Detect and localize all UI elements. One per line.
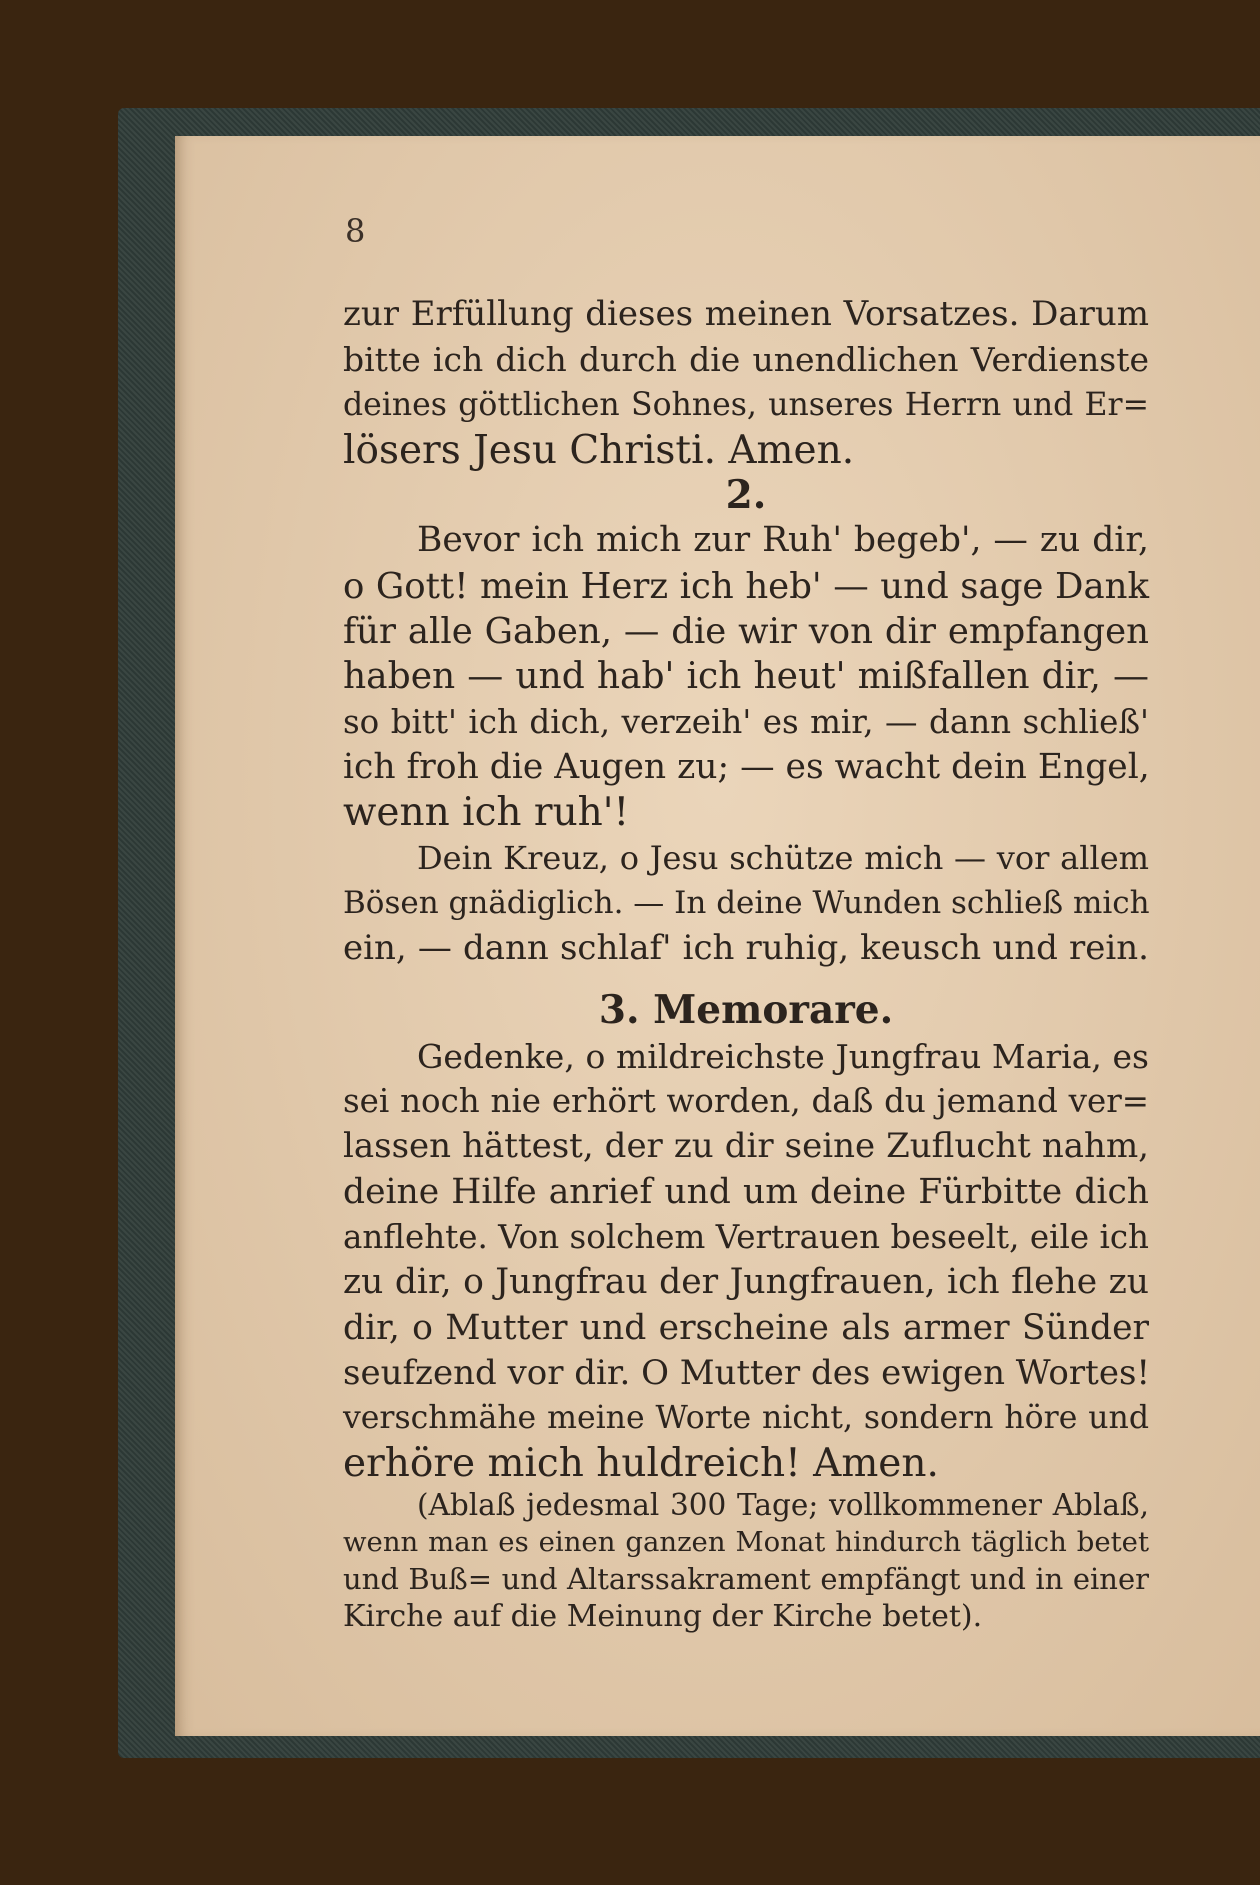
prayer-continuation	[343, 292, 1149, 473]
text-line: o Gott! mein Herz ich heb' — und sage Dank	[343, 565, 1149, 607]
text-line: Bösen gnädiglich. — In deine Wunden schließ mich	[343, 884, 1150, 921]
text-line: erhöre mich huldreich! Amen.	[343, 1441, 939, 1487]
note-line: und Buß= und Altarssakrament empfängt und in einer	[343, 1561, 1149, 1596]
text-line: verschmähe meine Worte nicht, sondern höre und	[343, 1400, 1149, 1437]
text-line: Bevor ich mich zur Ruh' begeb', — zu dir,	[417, 520, 1149, 561]
text-line: ein, — dann schlaf' ich ruhig, keusch und rein.	[343, 928, 1149, 969]
text-line: deines göttlichen Sohnes, unseres Herrn und Er=	[343, 386, 1149, 423]
text-line: anflehte. Von solchem Vertrauen beseelt, eile ich	[343, 1217, 1149, 1256]
text-line: zur Erfüllung dieses meinen Vorsatzes. Darum	[343, 294, 1149, 334]
memorare-prayer	[343, 1034, 1149, 1487]
text-line: haben — und hab' ich heut' mißfallen dir, —	[343, 656, 1149, 698]
indulgence-note	[343, 1487, 1149, 1635]
note-line: wenn man es einen ganzen Monat hindurch täglich betet	[343, 1525, 1149, 1558]
page-number: 8	[345, 212, 366, 250]
section-number: 2.	[725, 472, 767, 519]
text-line: wenn ich ruh'!	[343, 790, 630, 836]
note-line: Kirche auf die Meinung der Kirche betet).	[343, 1598, 983, 1634]
page-text	[343, 292, 1149, 1635]
text-line: dir, o Mutter und erscheine als armer Sünder	[343, 1307, 1149, 1348]
text-line: deine Hilfe anrief und um deine Fürbitte dich	[343, 1171, 1149, 1212]
text-line: Gedenke, o mildreichste Jungfrau Maria, es	[417, 1036, 1149, 1076]
evening-prayer	[343, 518, 1149, 971]
text-line: ich froh die Augen zu; — es wacht dein Engel,	[343, 746, 1150, 787]
text-line: seufzend vor dir. O Mutter des ewigen Wortes!	[343, 1352, 1151, 1393]
text-line: zu dir, o Jungfrau der Jungfrauen, ich flehe zu	[343, 1262, 1149, 1303]
text-line: Dein Kreuz, o Jesu schütze mich — vor allem	[417, 838, 1149, 877]
text-line: sei noch nie erhört worden, daß du jemand ver=	[343, 1082, 1149, 1121]
text-line: bitte ich dich durch die unendlichen Verdienste	[343, 340, 1149, 380]
text-line: lösers Jesu Christi. Amen.	[343, 427, 855, 473]
text-line: für alle Gaben, — die wir von dir empfangen	[343, 611, 1149, 653]
section-heading: 3. Memorare.	[598, 987, 894, 1034]
text-line: lassen hättest, der zu dir seine Zuflucht nahm,	[343, 1126, 1149, 1167]
text-line: so bitt' ich dich, verzeih' es mir, — dann schließ'	[343, 702, 1149, 741]
note-line: (Ablaß jedesmal 300 Tage; vollkommener Ablaß,	[417, 1487, 1149, 1522]
